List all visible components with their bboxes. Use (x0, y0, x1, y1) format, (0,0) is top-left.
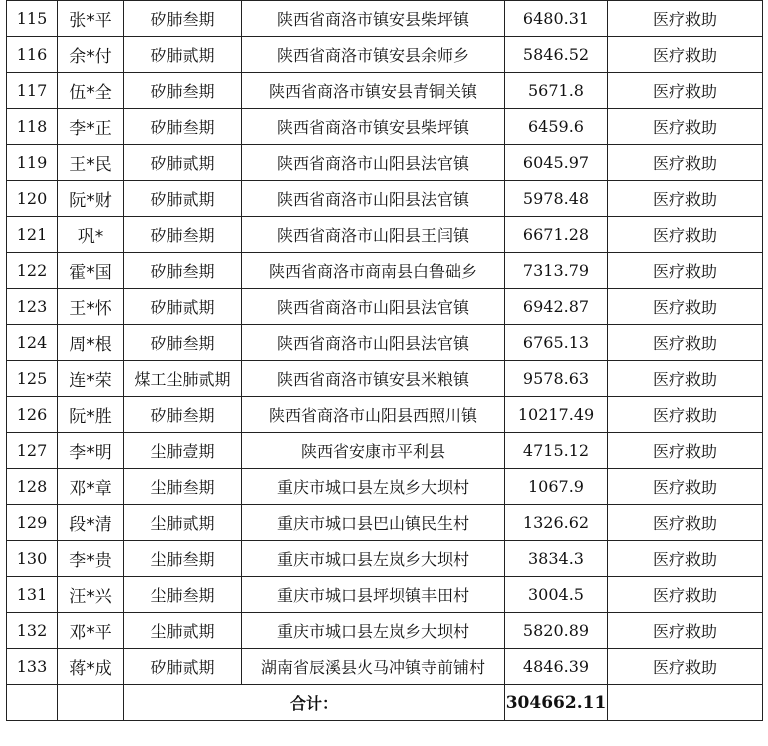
person-name-cell: 余*付 (58, 37, 124, 73)
aid-type-cell: 医疗救助 (608, 577, 763, 613)
table-row (7, 469, 763, 505)
table-row (7, 613, 763, 649)
diagnosis-cell: 矽肺叁期 (124, 1, 242, 37)
amount-cell: 6459.6 (505, 109, 608, 145)
amount-cell: 4846.39 (505, 649, 608, 685)
diagnosis-cell: 煤工尘肺贰期 (124, 361, 242, 397)
person-name-cell: 阮*财 (58, 181, 124, 217)
amount-cell: 10217.49 (505, 397, 608, 433)
amount-cell: 1067.9 (505, 469, 608, 505)
aid-type-cell: 医疗救助 (608, 649, 763, 685)
table-row (7, 577, 763, 613)
row-number-cell: 130 (7, 541, 58, 577)
person-name-cell: 霍*国 (58, 253, 124, 289)
aid-type-cell: 医疗救助 (608, 1, 763, 37)
row-number-cell: 123 (7, 289, 58, 325)
address-cell: 陕西省商洛市山阳县法官镇 (242, 289, 505, 325)
aid-type-cell: 医疗救助 (608, 37, 763, 73)
address-cell: 陕西省商洛市镇安县米粮镇 (242, 361, 505, 397)
table-row (7, 1, 763, 37)
amount-cell: 5846.52 (505, 37, 608, 73)
amount-cell: 9578.63 (505, 361, 608, 397)
relief-table (6, 0, 763, 721)
table-row (7, 181, 763, 217)
person-name-cell: 巩* (58, 217, 124, 253)
row-number-cell: 120 (7, 181, 58, 217)
total-row (7, 685, 763, 721)
aid-type-cell: 医疗救助 (608, 433, 763, 469)
address-cell: 陕西省商洛市山阳县王闫镇 (242, 217, 505, 253)
table-row (7, 433, 763, 469)
amount-cell: 6045.97 (505, 145, 608, 181)
address-cell: 重庆市城口县坪坝镇丰田村 (242, 577, 505, 613)
row-number-cell: 133 (7, 649, 58, 685)
aid-type-cell: 医疗救助 (608, 217, 763, 253)
diagnosis-cell: 尘肺贰期 (124, 613, 242, 649)
aid-type-cell: 医疗救助 (608, 109, 763, 145)
diagnosis-cell: 矽肺贰期 (124, 289, 242, 325)
row-number-cell: 118 (7, 109, 58, 145)
person-name-cell: 邓*平 (58, 613, 124, 649)
amount-cell: 5978.48 (505, 181, 608, 217)
table-row (7, 37, 763, 73)
diagnosis-cell: 矽肺贰期 (124, 145, 242, 181)
aid-type-cell: 医疗救助 (608, 505, 763, 541)
row-number-cell: 124 (7, 325, 58, 361)
person-name-cell: 王*民 (58, 145, 124, 181)
diagnosis-cell: 矽肺叁期 (124, 217, 242, 253)
amount-cell: 4715.12 (505, 433, 608, 469)
person-name-cell: 阮*胜 (58, 397, 124, 433)
amount-cell: 7313.79 (505, 253, 608, 289)
table-row (7, 397, 763, 433)
person-name-cell: 周*根 (58, 325, 124, 361)
person-name-cell: 蒋*成 (58, 649, 124, 685)
address-cell: 重庆市城口县巴山镇民生村 (242, 505, 505, 541)
diagnosis-cell: 矽肺叁期 (124, 253, 242, 289)
table-row (7, 325, 763, 361)
row-number-cell: 122 (7, 253, 58, 289)
amount-cell: 6480.31 (505, 1, 608, 37)
row-number-cell: 117 (7, 73, 58, 109)
row-number-cell: 132 (7, 613, 58, 649)
table-row (7, 145, 763, 181)
person-name-cell: 邓*章 (58, 469, 124, 505)
aid-type-cell: 医疗救助 (608, 73, 763, 109)
table-row (7, 541, 763, 577)
aid-type-cell: 医疗救助 (608, 613, 763, 649)
diagnosis-cell: 尘肺叁期 (124, 469, 242, 505)
diagnosis-cell: 矽肺叁期 (124, 325, 242, 361)
address-cell: 陕西省商洛市山阳县法官镇 (242, 325, 505, 361)
amount-cell: 6671.28 (505, 217, 608, 253)
aid-type-cell: 医疗救助 (608, 397, 763, 433)
row-number-cell: 119 (7, 145, 58, 181)
address-cell: 陕西省商洛市镇安县柴坪镇 (242, 109, 505, 145)
row-number-cell: 115 (7, 1, 58, 37)
amount-cell: 3004.5 (505, 577, 608, 613)
amount-cell: 3834.3 (505, 541, 608, 577)
person-name-cell: 汪*兴 (58, 577, 124, 613)
table-row (7, 649, 763, 685)
diagnosis-cell: 矽肺贰期 (124, 181, 242, 217)
aid-type-cell: 医疗救助 (608, 469, 763, 505)
row-number-cell: 127 (7, 433, 58, 469)
row-number-cell: 116 (7, 37, 58, 73)
table-row (7, 253, 763, 289)
table-row (7, 217, 763, 253)
person-name-cell: 段*清 (58, 505, 124, 541)
aid-type-cell: 医疗救助 (608, 325, 763, 361)
address-cell: 重庆市城口县左岚乡大坝村 (242, 613, 505, 649)
address-cell: 陕西省商洛市商南县白鲁础乡 (242, 253, 505, 289)
address-cell: 陕西省商洛市山阳县法官镇 (242, 145, 505, 181)
table-row (7, 289, 763, 325)
table-row (7, 361, 763, 397)
row-number-cell: 126 (7, 397, 58, 433)
aid-type-cell: 医疗救助 (608, 145, 763, 181)
table-row (7, 109, 763, 145)
amount-cell: 5671.8 (505, 73, 608, 109)
person-name-cell: 张*平 (58, 1, 124, 37)
person-name-cell: 王*怀 (58, 289, 124, 325)
address-cell: 重庆市城口县左岚乡大坝村 (242, 541, 505, 577)
person-name-cell: 李*正 (58, 109, 124, 145)
address-cell: 陕西省商洛市镇安县柴坪镇 (242, 1, 505, 37)
person-name-cell: 连*荣 (58, 361, 124, 397)
aid-type-cell: 医疗救助 (608, 541, 763, 577)
row-number-cell: 129 (7, 505, 58, 541)
amount-cell: 1326.62 (505, 505, 608, 541)
table-body (7, 1, 763, 721)
address-cell: 湖南省辰溪县火马冲镇寺前铺村 (242, 649, 505, 685)
aid-type-cell: 医疗救助 (608, 361, 763, 397)
table-row (7, 73, 763, 109)
empty-cell (7, 685, 58, 721)
empty-cell (608, 685, 763, 721)
diagnosis-cell: 尘肺壹期 (124, 433, 242, 469)
diagnosis-cell: 矽肺叁期 (124, 397, 242, 433)
diagnosis-cell: 尘肺叁期 (124, 541, 242, 577)
diagnosis-cell: 矽肺叁期 (124, 109, 242, 145)
diagnosis-cell: 矽肺叁期 (124, 73, 242, 109)
amount-cell: 6942.87 (505, 289, 608, 325)
diagnosis-cell: 矽肺贰期 (124, 37, 242, 73)
row-number-cell: 121 (7, 217, 58, 253)
aid-type-cell: 医疗救助 (608, 181, 763, 217)
address-cell: 陕西省商洛市镇安县青铜关镇 (242, 73, 505, 109)
aid-type-cell: 医疗救助 (608, 253, 763, 289)
row-number-cell: 128 (7, 469, 58, 505)
person-name-cell: 伍*全 (58, 73, 124, 109)
row-number-cell: 125 (7, 361, 58, 397)
diagnosis-cell: 矽肺贰期 (124, 649, 242, 685)
address-cell: 重庆市城口县左岚乡大坝村 (242, 469, 505, 505)
total-amount: 304662.11 (505, 685, 608, 721)
person-name-cell: 李*明 (58, 433, 124, 469)
row-number-cell: 131 (7, 577, 58, 613)
person-name-cell: 李*贵 (58, 541, 124, 577)
amount-cell: 5820.89 (505, 613, 608, 649)
empty-cell (58, 685, 124, 721)
total-label: 合计： (124, 685, 505, 721)
address-cell: 陕西省商洛市镇安县余师乡 (242, 37, 505, 73)
table-row (7, 505, 763, 541)
address-cell: 陕西省安康市平利县 (242, 433, 505, 469)
address-cell: 陕西省商洛市山阳县法官镇 (242, 181, 505, 217)
amount-cell: 6765.13 (505, 325, 608, 361)
address-cell: 陕西省商洛市山阳县西照川镇 (242, 397, 505, 433)
diagnosis-cell: 尘肺贰期 (124, 505, 242, 541)
aid-type-cell: 医疗救助 (608, 289, 763, 325)
diagnosis-cell: 尘肺叁期 (124, 577, 242, 613)
